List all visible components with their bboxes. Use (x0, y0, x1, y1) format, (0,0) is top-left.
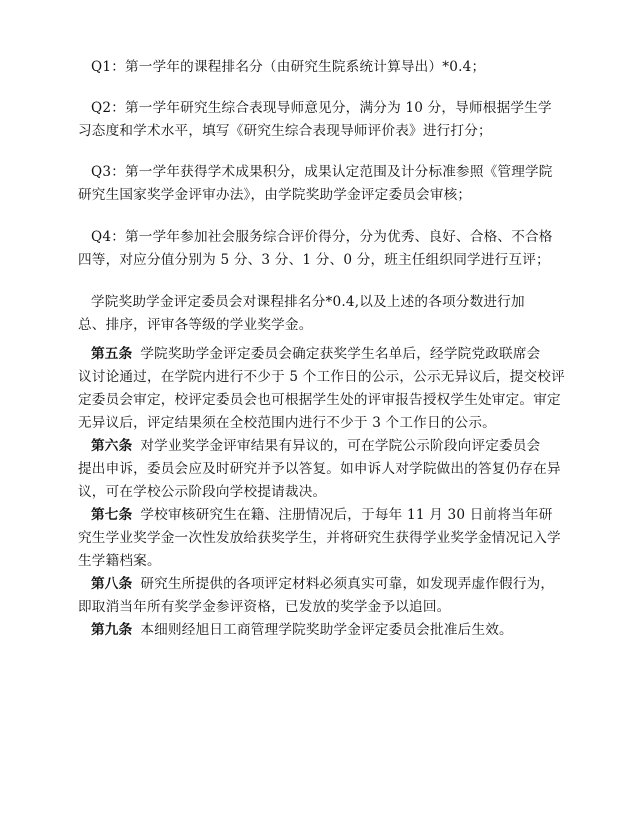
criterion-q3 (0, 161, 638, 207)
criterion-q3-line-1: Q3：第一学年获得学术成果积分，成果认定范围及计分标准参照《管理学院 (91, 164, 553, 180)
article-8-line-1: 研究生所提供的各项评定材料必须真实可靠，如发现弄虚作假行为， (140, 576, 555, 592)
criterion-q1-line-1: Q1：第一学年的课程排名分（由研究生院系统计算导出）*0.4； (91, 59, 486, 75)
article-6-line-1: 对学业奖学金评审结果有异议的，可在学院公示阶段向评定委员会 (140, 438, 541, 454)
article-7-line-3: 生学籍档案。 (78, 553, 161, 569)
criterion-q2-line-1: Q2：第一学年研究生综合表现导师意见分，满分为 10 分，导师根据学生学 (91, 100, 552, 116)
summary-line-1: 学院奖助学金评定委员会对课程排名分*0.4,以及上述的各项分数进行加 (91, 294, 525, 310)
article-9-heading: 第九条 (91, 622, 133, 638)
summary-line-2: 总、排序，评审各等级的学业奖学金。 (78, 317, 313, 333)
article-5-heading: 第五条 (91, 346, 133, 362)
article-6-heading: 第六条 (91, 438, 133, 454)
article-7-line-1: 学校审核研究生在籍、注册情况后，于每年 11 月 30 日前将当年研 (140, 507, 553, 523)
article-9-line-1: 本细则经旭日工商管理学院奖助学金评定委员会批准后生效。 (140, 622, 513, 638)
article-7-heading: 第七条 (91, 507, 133, 523)
article-8-line-2: 即取消当年所有奖学金参评资格，已发放的奖学金予以追回。 (78, 599, 451, 615)
article-8-heading: 第八条 (91, 576, 133, 592)
summary-paragraph (0, 291, 638, 337)
article-5-line-3: 定委员会审定，校评定委员会也可根据学生处的评审报告授权学生处审定。审定 (78, 392, 561, 408)
criterion-q2 (0, 97, 638, 143)
article-8 (0, 573, 638, 619)
article-6-line-3: 议，可在学校公示阶段向学校提请裁决。 (78, 484, 327, 500)
criterion-q4-line-2: 四等，对应分值分别为 5 分、3 分、1 分、0 分，班主任组织同学进行互评； (78, 252, 550, 268)
article-6-line-2: 提出申诉，委员会应及时研究并予以答复。如申诉人对学院做出的答复仍存在异 (78, 461, 561, 477)
criterion-q1 (0, 56, 638, 79)
article-6 (0, 435, 638, 504)
article-5 (0, 343, 638, 435)
article-5-line-2: 议讨论通过，在学院内进行不少于 5 个工作日的公示，公示无异议后，提交校评 (78, 369, 565, 385)
article-5-line-1: 学院奖助学金评定委员会确定获奖学生名单后，经学院党政联席会 (140, 346, 541, 362)
criterion-q4-line-1: Q4：第一学年参加社会服务综合评价得分，分为优秀、良好、合格、不合格 (91, 229, 553, 245)
criterion-q2-line-2: 习态度和学术水平，填写《研究生综合表现导师评价表》进行打分； (78, 123, 492, 139)
article-7-line-2: 究生学业奖学金一次性发放给获奖学生，并将研究生获得学业奖学金情况记入学 (78, 530, 561, 546)
article-9 (0, 619, 638, 642)
criterion-q3-line-2: 研究生国家奖学金评审办法》，由学院奖助学金评定委员会审核； (78, 187, 472, 203)
article-7 (0, 504, 638, 573)
article-5-line-4: 无异议后，评定结果须在全校范围内进行不少于 3 个工作日的公示。 (78, 415, 496, 431)
criterion-q4 (0, 226, 638, 272)
